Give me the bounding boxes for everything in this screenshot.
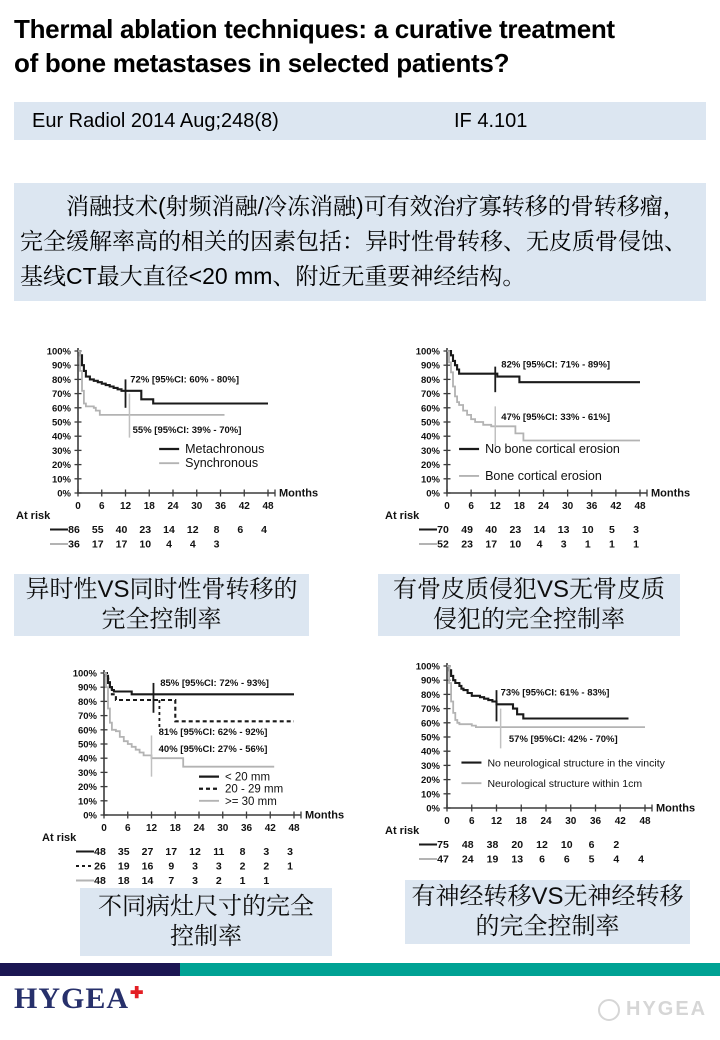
svg-text:1: 1 bbox=[633, 538, 639, 551]
svg-text:49: 49 bbox=[461, 524, 473, 536]
svg-text:42: 42 bbox=[238, 501, 250, 512]
svg-text:30: 30 bbox=[565, 816, 577, 827]
svg-text:40: 40 bbox=[115, 524, 128, 536]
svg-text:2: 2 bbox=[613, 839, 620, 851]
svg-text:27: 27 bbox=[141, 846, 154, 858]
svg-text:30%: 30% bbox=[420, 445, 440, 457]
svg-text:24: 24 bbox=[537, 501, 550, 512]
svg-text:10: 10 bbox=[560, 839, 573, 851]
svg-text:Months: Months bbox=[651, 487, 691, 500]
svg-text:14: 14 bbox=[141, 875, 154, 887]
svg-text:82% [95%CI: 71% - 89%]: 82% [95%CI: 71% - 89%] bbox=[501, 359, 611, 371]
svg-text:48: 48 bbox=[639, 816, 651, 827]
svg-text:19: 19 bbox=[117, 860, 130, 873]
svg-text:70%: 70% bbox=[420, 704, 440, 716]
caption-neurological-line2: 的完全控制率 bbox=[475, 913, 620, 940]
svg-text:50%: 50% bbox=[420, 732, 440, 744]
svg-text:3: 3 bbox=[215, 860, 222, 873]
svg-text:Bone cortical erosion: Bone cortical erosion bbox=[485, 468, 602, 483]
svg-text:100%: 100% bbox=[415, 661, 440, 673]
svg-text:1: 1 bbox=[584, 538, 591, 551]
svg-text:23: 23 bbox=[509, 524, 522, 536]
svg-text:2: 2 bbox=[215, 875, 222, 887]
watermark-circle-icon bbox=[598, 999, 620, 1021]
svg-text:50%: 50% bbox=[77, 739, 97, 751]
svg-text:11: 11 bbox=[213, 846, 225, 858]
svg-text:10: 10 bbox=[139, 538, 152, 551]
svg-text:40% [95%CI: 27% - 56%]: 40% [95%CI: 27% - 56%] bbox=[158, 743, 268, 755]
svg-text:17: 17 bbox=[485, 538, 498, 551]
svg-text:20%: 20% bbox=[420, 775, 440, 787]
caption-lesion-size-line2: 控制率 bbox=[170, 923, 242, 950]
svg-text:1: 1 bbox=[263, 875, 270, 887]
svg-text:10: 10 bbox=[509, 538, 522, 551]
svg-text:4: 4 bbox=[189, 538, 196, 551]
km-plot-svg bbox=[40, 655, 362, 900]
svg-text:48: 48 bbox=[94, 875, 106, 887]
svg-text:2: 2 bbox=[263, 860, 270, 873]
svg-text:57% [95%CI: 42% - 70%]: 57% [95%CI: 42% - 70%] bbox=[508, 734, 618, 746]
svg-text:0%: 0% bbox=[83, 810, 97, 822]
svg-text:48: 48 bbox=[634, 501, 646, 512]
svg-text:13: 13 bbox=[557, 524, 570, 536]
svg-text:No neurological structure in t: No neurological structure in the vincity bbox=[487, 757, 665, 770]
svg-text:5: 5 bbox=[608, 524, 615, 536]
km-chart-neurological-structure bbox=[383, 648, 713, 893]
svg-text:2: 2 bbox=[239, 860, 246, 873]
svg-text:6: 6 bbox=[124, 823, 131, 834]
svg-text:90%: 90% bbox=[77, 682, 97, 694]
svg-text:48: 48 bbox=[288, 823, 300, 834]
svg-text:40: 40 bbox=[485, 524, 498, 536]
svg-text:0: 0 bbox=[444, 501, 450, 512]
caption-cortical-erosion bbox=[378, 574, 680, 636]
svg-text:30%: 30% bbox=[51, 445, 71, 457]
svg-text:6: 6 bbox=[588, 839, 595, 851]
svg-text:24: 24 bbox=[167, 501, 179, 512]
svg-text:0: 0 bbox=[444, 816, 450, 827]
svg-text:90%: 90% bbox=[51, 360, 71, 372]
page-title bbox=[14, 12, 704, 80]
svg-text:18: 18 bbox=[515, 816, 527, 827]
km-plot-svg bbox=[383, 333, 708, 578]
svg-text:No bone cortical erosion: No bone cortical erosion bbox=[485, 441, 620, 456]
caption-lesion-size bbox=[80, 888, 332, 956]
svg-text:90%: 90% bbox=[420, 675, 440, 687]
caption-cortical-erosion-line2: 侵犯的完全控制率 bbox=[433, 606, 625, 633]
svg-text:13: 13 bbox=[511, 853, 524, 866]
caption-neurological bbox=[405, 880, 690, 944]
svg-text:50%: 50% bbox=[51, 417, 71, 429]
svg-text:60%: 60% bbox=[420, 403, 440, 415]
svg-text:40%: 40% bbox=[51, 431, 71, 443]
svg-text:At risk: At risk bbox=[42, 832, 77, 844]
svg-text:73% [95%CI: 61% - 83%]: 73% [95%CI: 61% - 83%] bbox=[500, 687, 610, 699]
svg-text:20%: 20% bbox=[51, 460, 71, 472]
svg-text:3: 3 bbox=[192, 875, 198, 887]
svg-text:55% [95%CI: 39% - 70%]: 55% [95%CI: 39% - 70%] bbox=[132, 424, 242, 436]
svg-text:Months: Months bbox=[279, 487, 319, 500]
km-plot-svg bbox=[14, 333, 336, 578]
svg-text:6: 6 bbox=[98, 501, 105, 512]
svg-text:50%: 50% bbox=[420, 417, 440, 429]
svg-text:38: 38 bbox=[486, 839, 499, 851]
svg-text:30%: 30% bbox=[77, 767, 97, 779]
svg-text:0%: 0% bbox=[426, 803, 440, 815]
page-title-line1: Thermal ablation techniques: a curative treatment bbox=[14, 14, 615, 44]
svg-text:At risk: At risk bbox=[16, 510, 51, 522]
svg-text:14: 14 bbox=[533, 524, 546, 536]
red-cross-icon: ✚ bbox=[130, 985, 145, 1002]
svg-text:60%: 60% bbox=[51, 403, 71, 415]
svg-text:1: 1 bbox=[287, 860, 293, 873]
svg-text:36: 36 bbox=[589, 816, 602, 827]
svg-text:80%: 80% bbox=[420, 374, 440, 386]
svg-text:Months: Months bbox=[305, 809, 345, 822]
svg-text:>= 30 mm: >= 30 mm bbox=[225, 795, 277, 808]
svg-text:5: 5 bbox=[588, 853, 595, 866]
svg-text:Neurological structure within: Neurological structure within 1cm bbox=[487, 778, 643, 791]
svg-text:35: 35 bbox=[117, 846, 130, 858]
caption-lesion-size-line1: 不同病灶尺寸的完全 bbox=[98, 893, 314, 920]
svg-text:40%: 40% bbox=[420, 746, 440, 758]
svg-text:80%: 80% bbox=[420, 689, 440, 701]
summary-box bbox=[14, 183, 706, 301]
svg-text:14: 14 bbox=[163, 524, 175, 536]
svg-text:55: 55 bbox=[91, 524, 104, 536]
svg-text:52: 52 bbox=[437, 538, 449, 551]
svg-text:8: 8 bbox=[239, 846, 246, 858]
svg-text:40%: 40% bbox=[77, 753, 97, 765]
svg-text:6: 6 bbox=[563, 853, 570, 866]
svg-text:20%: 20% bbox=[420, 460, 440, 472]
svg-text:0%: 0% bbox=[57, 488, 71, 500]
summary-line3: 基线CT最大直径<20 mm、附近无重要神经结构。 bbox=[20, 263, 526, 289]
svg-text:24: 24 bbox=[193, 823, 205, 834]
svg-text:7: 7 bbox=[168, 875, 175, 887]
footer-bar-teal bbox=[180, 963, 720, 976]
svg-text:42: 42 bbox=[614, 816, 626, 827]
svg-text:72% [95%CI: 60% - 80%]: 72% [95%CI: 60% - 80%] bbox=[130, 374, 240, 386]
svg-text:Synchronous: Synchronous bbox=[185, 456, 259, 471]
km-chart-bone-cortical-erosion bbox=[383, 333, 708, 578]
svg-text:70: 70 bbox=[437, 524, 449, 536]
svg-text:42: 42 bbox=[610, 501, 622, 512]
svg-text:6: 6 bbox=[539, 853, 545, 866]
svg-text:10%: 10% bbox=[420, 474, 440, 486]
svg-text:1: 1 bbox=[239, 875, 246, 887]
km-plot-svg bbox=[383, 648, 713, 893]
svg-text:10: 10 bbox=[581, 524, 594, 536]
svg-text:20: 20 bbox=[511, 839, 524, 851]
svg-text:24: 24 bbox=[540, 816, 552, 827]
svg-text:12: 12 bbox=[186, 524, 199, 536]
svg-text:3: 3 bbox=[287, 846, 293, 858]
svg-text:3: 3 bbox=[213, 538, 220, 551]
svg-text:70%: 70% bbox=[77, 711, 97, 723]
page-title-line2: of bone metastases in selected patients? bbox=[14, 48, 510, 78]
svg-text:0: 0 bbox=[101, 823, 107, 834]
svg-text:6: 6 bbox=[468, 816, 475, 827]
svg-text:36: 36 bbox=[68, 538, 80, 551]
svg-text:4: 4 bbox=[638, 853, 644, 866]
caption-metachronous-line2: 完全控制率 bbox=[101, 606, 222, 633]
svg-text:42: 42 bbox=[264, 823, 276, 834]
svg-text:36: 36 bbox=[240, 823, 253, 834]
svg-text:4: 4 bbox=[536, 538, 543, 551]
svg-text:70%: 70% bbox=[420, 389, 440, 401]
watermark-text: HYGEA bbox=[626, 998, 708, 1020]
svg-text:80%: 80% bbox=[77, 696, 97, 708]
svg-text:24: 24 bbox=[461, 853, 474, 866]
svg-text:3: 3 bbox=[560, 538, 567, 551]
caption-neurological-line1: 有神经转移VS无神经转移 bbox=[411, 883, 684, 910]
svg-text:12: 12 bbox=[189, 846, 201, 858]
svg-text:At risk: At risk bbox=[385, 510, 420, 522]
svg-text:100%: 100% bbox=[46, 346, 71, 358]
svg-text:60%: 60% bbox=[420, 718, 440, 730]
svg-text:Months: Months bbox=[656, 802, 696, 815]
svg-text:4: 4 bbox=[166, 538, 172, 551]
caption-metachronous bbox=[14, 574, 309, 636]
svg-text:At risk: At risk bbox=[385, 825, 420, 837]
svg-text:17: 17 bbox=[115, 538, 128, 551]
svg-text:18: 18 bbox=[513, 501, 525, 512]
svg-text:90%: 90% bbox=[420, 360, 440, 372]
hygea-logo-text: HYGEA bbox=[14, 982, 130, 1015]
svg-text:12: 12 bbox=[536, 839, 548, 851]
footer-bar-navy bbox=[0, 963, 180, 976]
svg-text:8: 8 bbox=[213, 524, 220, 536]
hygea-watermark bbox=[598, 998, 707, 1021]
svg-text:85% [95%CI: 72% - 93%]: 85% [95%CI: 72% - 93%] bbox=[160, 677, 269, 689]
svg-text:6: 6 bbox=[237, 524, 244, 536]
svg-text:30: 30 bbox=[191, 501, 203, 512]
svg-text:18: 18 bbox=[117, 875, 130, 887]
svg-text:48: 48 bbox=[262, 501, 274, 512]
impact-factor: IF 4.101 bbox=[454, 110, 528, 132]
svg-text:80%: 80% bbox=[51, 374, 71, 386]
svg-text:18: 18 bbox=[143, 501, 155, 512]
svg-text:30: 30 bbox=[562, 501, 574, 512]
svg-text:47% [95%CI: 33% - 61%]: 47% [95%CI: 33% - 61%] bbox=[501, 412, 611, 424]
svg-text:100%: 100% bbox=[415, 346, 440, 358]
svg-text:20%: 20% bbox=[77, 782, 97, 794]
svg-text:70%: 70% bbox=[51, 389, 71, 401]
svg-text:10%: 10% bbox=[51, 474, 71, 486]
svg-text:19: 19 bbox=[486, 853, 499, 866]
svg-text:12: 12 bbox=[119, 501, 132, 512]
svg-text:10%: 10% bbox=[77, 796, 97, 808]
svg-text:20 - 29 mm: 20 - 29 mm bbox=[225, 783, 284, 796]
svg-text:75: 75 bbox=[437, 839, 449, 851]
svg-text:86: 86 bbox=[68, 524, 80, 536]
km-chart-lesion-size bbox=[40, 655, 362, 900]
svg-text:23: 23 bbox=[139, 524, 152, 536]
svg-text:30%: 30% bbox=[420, 760, 440, 772]
svg-text:1: 1 bbox=[608, 538, 615, 551]
caption-metachronous-line1: 异时性VS同时性骨转移的 bbox=[25, 576, 298, 603]
svg-text:12: 12 bbox=[145, 823, 158, 834]
svg-text:10%: 10% bbox=[420, 789, 440, 801]
svg-text:17: 17 bbox=[165, 846, 178, 858]
svg-text:17: 17 bbox=[91, 538, 104, 551]
svg-text:3: 3 bbox=[263, 846, 270, 858]
svg-text:6: 6 bbox=[468, 501, 474, 512]
svg-text:100%: 100% bbox=[72, 668, 97, 680]
hygea-logo bbox=[14, 982, 144, 1016]
svg-text:81% [95%CI: 62% - 92%]: 81% [95%CI: 62% - 92%] bbox=[158, 726, 268, 738]
svg-text:12: 12 bbox=[490, 816, 503, 827]
svg-text:26: 26 bbox=[94, 860, 106, 873]
svg-text:9: 9 bbox=[168, 860, 175, 873]
journal-bar bbox=[14, 102, 706, 140]
svg-text:36: 36 bbox=[586, 501, 598, 512]
journal-citation: Eur Radiol 2014 Aug;248(8) bbox=[32, 110, 279, 132]
svg-text:40%: 40% bbox=[420, 431, 440, 443]
svg-text:0%: 0% bbox=[426, 488, 440, 500]
svg-text:< 20 mm: < 20 mm bbox=[225, 771, 271, 784]
svg-text:4: 4 bbox=[613, 853, 620, 866]
svg-text:3: 3 bbox=[633, 524, 639, 536]
svg-text:60%: 60% bbox=[77, 725, 97, 737]
km-chart-metachronous-vs-synchronous bbox=[14, 333, 336, 578]
summary-line2: 完全缓解率高的相关的因素包括：异时性骨转移、无皮质骨侵蚀、 bbox=[20, 228, 687, 254]
svg-text:12: 12 bbox=[489, 501, 501, 512]
svg-text:48: 48 bbox=[461, 839, 474, 851]
summary-line1: 消融技术(射频消融/冷冻消融)可有效治疗寡转移的骨转移瘤， bbox=[20, 193, 686, 219]
svg-text:36: 36 bbox=[214, 501, 227, 512]
svg-text:30: 30 bbox=[217, 823, 229, 834]
svg-text:0: 0 bbox=[75, 501, 81, 512]
caption-cortical-erosion-line1: 有骨皮质侵犯VS无骨皮质 bbox=[392, 576, 665, 603]
svg-text:47: 47 bbox=[437, 853, 449, 866]
svg-text:18: 18 bbox=[169, 823, 181, 834]
svg-text:23: 23 bbox=[461, 538, 473, 551]
svg-text:3: 3 bbox=[192, 860, 198, 873]
svg-text:48: 48 bbox=[94, 846, 106, 858]
svg-text:4: 4 bbox=[261, 524, 267, 536]
svg-text:16: 16 bbox=[141, 860, 154, 873]
svg-text:Metachronous: Metachronous bbox=[185, 441, 265, 456]
